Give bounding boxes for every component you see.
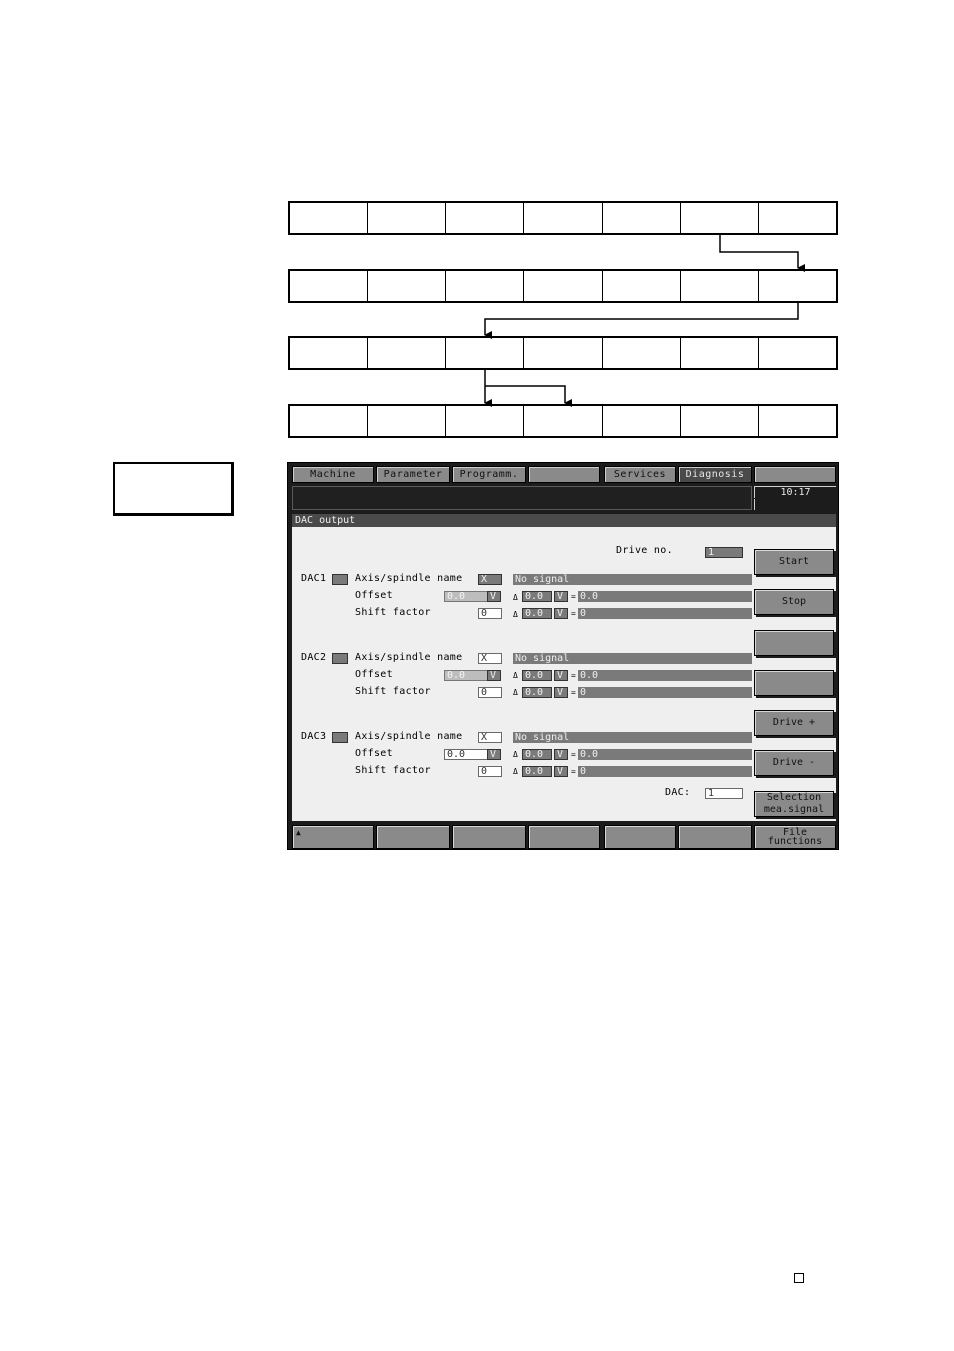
shift-calc-value: 0.0	[522, 687, 552, 698]
dac-swatch	[332, 574, 348, 585]
axis-label: Axis/spindle name	[355, 652, 463, 663]
signal-select[interactable]: No signal	[513, 574, 752, 585]
shift-equals: =	[571, 767, 576, 776]
tab-programm[interactable]: Programm.	[452, 466, 526, 483]
offset-label: Offset	[355, 748, 393, 759]
offset-calc-unit: V	[554, 670, 568, 681]
offset-equals: =	[571, 592, 576, 601]
offset-result-bar: 0.0	[578, 749, 752, 760]
shift-label: Shift factor	[355, 765, 431, 776]
offset-field[interactable]: 0.0	[444, 749, 488, 760]
dac-label: DAC2	[301, 652, 327, 663]
dac-label: DAC3	[301, 731, 327, 742]
tab-services[interactable]: Services	[604, 466, 676, 483]
shift-result-bar: 0	[578, 608, 752, 619]
offset-delta-icon: Δ	[513, 671, 518, 680]
axis-label: Axis/spindle name	[355, 731, 463, 742]
offset-field[interactable]: 0.0	[444, 670, 488, 681]
drive-no-label: Drive no.	[616, 545, 673, 556]
offset-equals: =	[571, 671, 576, 680]
shift-field[interactable]: 0	[478, 766, 502, 777]
shift-calc-unit: V	[554, 687, 568, 698]
signal-select[interactable]: No signal	[513, 653, 752, 664]
shift-calc-value: 0.0	[522, 608, 552, 619]
shift-calc-value: 0.0	[522, 766, 552, 777]
clock-display: 10:17	[754, 486, 836, 498]
connector-1	[720, 235, 798, 268]
message-line	[292, 486, 752, 510]
dac-select-field[interactable]: 1	[705, 788, 743, 799]
shift-equals: =	[571, 688, 576, 697]
shift-delta-icon: Δ	[513, 610, 518, 619]
tab-machine[interactable]: Machine	[292, 466, 374, 483]
connector-4	[485, 386, 565, 403]
offset-calc-value: 0.0	[522, 670, 552, 681]
stop-button[interactable]: Stop	[754, 589, 834, 615]
axis-field[interactable]: X	[478, 653, 502, 664]
shift-equals: =	[571, 609, 576, 618]
shift-label: Shift factor	[355, 607, 431, 618]
softkey-empty-4[interactable]	[754, 670, 834, 696]
shift-calc-unit: V	[554, 608, 568, 619]
shift-result-bar: 0	[578, 766, 752, 777]
start-button[interactable]: Start	[754, 549, 834, 575]
hsoftkey-2[interactable]	[376, 825, 450, 849]
offset-label: Offset	[355, 669, 393, 680]
offset-unit: V	[487, 749, 501, 760]
hsoftkey-3[interactable]	[452, 825, 526, 849]
offset-calc-value: 0.0	[522, 749, 552, 760]
hsoftkey-4[interactable]	[528, 825, 600, 849]
offset-unit: V	[487, 670, 501, 681]
offset-calc-value: 0.0	[522, 591, 552, 602]
file-functions-button[interactable]: File functions	[754, 825, 836, 849]
offset-calc-unit: V	[554, 591, 568, 602]
axis-label: Axis/spindle name	[355, 573, 463, 584]
tab-empty-4[interactable]	[528, 466, 600, 483]
offset-delta-icon: Δ	[513, 750, 518, 759]
hsoftkey-5[interactable]	[604, 825, 676, 849]
offset-label: Offset	[355, 590, 393, 601]
offset-field[interactable]: 0.0	[444, 591, 488, 602]
side-note-box	[113, 462, 234, 516]
offset-delta-icon: Δ	[513, 593, 518, 602]
offset-calc-unit: V	[554, 749, 568, 760]
shift-field[interactable]: 0	[478, 687, 502, 698]
signal-select[interactable]: No signal	[513, 732, 752, 743]
tab-diagnosis[interactable]: Diagnosis	[678, 466, 752, 483]
end-mark-icon	[794, 1273, 804, 1283]
dac-swatch	[332, 653, 348, 664]
offset-equals: =	[571, 750, 576, 759]
menu-tree-connectors	[0, 0, 954, 470]
tab-empty-7[interactable]	[754, 466, 836, 483]
hsoftkey-6[interactable]	[678, 825, 752, 849]
connector-2	[485, 303, 798, 335]
softkey-empty-3[interactable]	[754, 630, 834, 656]
drive-minus-button[interactable]: Drive -	[754, 750, 834, 776]
tab-parameter[interactable]: Parameter	[376, 466, 450, 483]
axis-field[interactable]: X	[478, 732, 502, 743]
shift-label: Shift factor	[355, 686, 431, 697]
offset-result-bar: 0.0	[578, 591, 752, 602]
axis-field[interactable]: X	[478, 574, 502, 585]
drive-no-field[interactable]: 1	[705, 547, 743, 558]
dac-panel	[292, 527, 752, 821]
shift-delta-icon: Δ	[513, 688, 518, 697]
recall-button[interactable]: ▲	[292, 825, 374, 849]
dac-swatch	[332, 732, 348, 743]
dac-select-label: DAC:	[665, 787, 691, 798]
dac-label: DAC1	[301, 573, 327, 584]
shift-calc-unit: V	[554, 766, 568, 777]
offset-result-bar: 0.0	[578, 670, 752, 681]
offset-unit: V	[487, 591, 501, 602]
hmi-screen	[287, 462, 839, 850]
shift-field[interactable]: 0	[478, 608, 502, 619]
shift-delta-icon: Δ	[513, 767, 518, 776]
shift-result-bar: 0	[578, 687, 752, 698]
clock-subline	[754, 499, 836, 510]
drive-plus-button[interactable]: Drive +	[754, 710, 834, 736]
panel-title: DAC output	[292, 514, 836, 527]
selection-mea-signal-button[interactable]: Selection mea.signal	[754, 791, 834, 817]
